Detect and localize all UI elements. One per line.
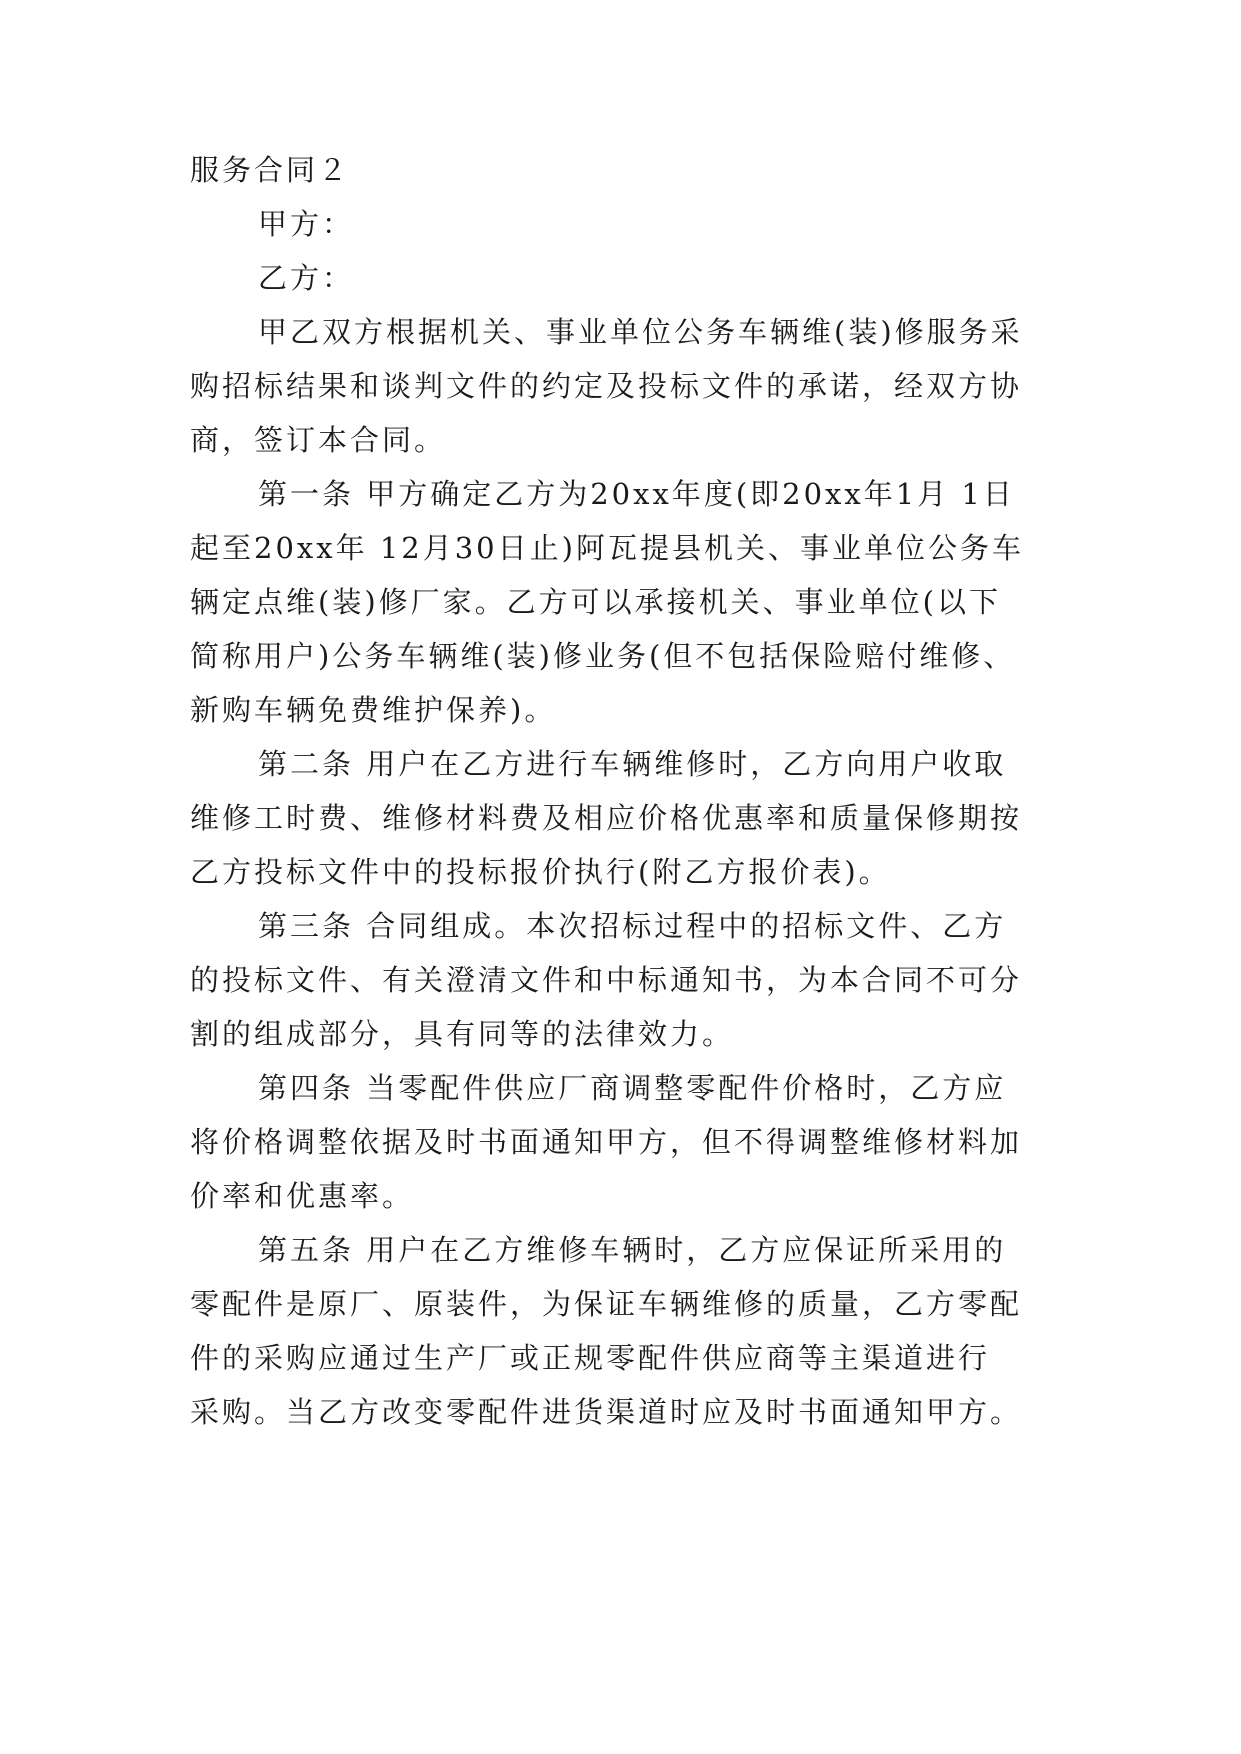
paragraph-line: 的投标文件、有关澄清文件和中标通知书，为本合同不可分 — [190, 963, 1023, 997]
paragraph-line: 第三条 合同组成。本次招标过程中的招标文件、乙方 — [258, 909, 1007, 943]
paragraph-line: 零配件是原厂、原装件，为保证车辆维修的质量，乙方零配 — [190, 1287, 1023, 1321]
paragraph-line: 维修工时费、维修材料费及相应价格优惠率和质量保修期按 — [190, 801, 1023, 835]
paragraph-line: 件的采购应通过生产厂或正规零配件供应商等主渠道进行 — [190, 1341, 991, 1375]
party-a-label: 甲方： — [258, 207, 355, 241]
paragraph-line: 起至20xx年 12月30日止)阿瓦提县机关、事业单位公务车 — [190, 531, 1024, 565]
paragraph-line: 价率和优惠率。 — [190, 1179, 415, 1213]
party-b-label: 乙方： — [258, 261, 355, 295]
paragraph-line: 简称用户)公务车辆维(装)修业务(但不包括保险赔付维修、 — [190, 639, 1016, 673]
paragraph-line: 第四条 当零配件供应厂商调整零配件价格时，乙方应 — [258, 1071, 1007, 1105]
paragraph-line: 乙方投标文件中的投标报价执行(附乙方报价表)。 — [190, 855, 891, 889]
paragraph-line: 割的组成部分，具有同等的法律效力。 — [190, 1017, 735, 1051]
document-title: 服务合同２ — [190, 153, 351, 187]
paragraph-line: 商，签订本合同。 — [190, 423, 447, 457]
paragraph-line: 甲乙双方根据机关、事业单位公务车辆维(装)修服务采 — [258, 315, 1023, 349]
paragraph-line: 第二条 用户在乙方进行车辆维修时，乙方向用户收取 — [258, 747, 1007, 781]
paragraph-line: 将价格调整依据及时书面通知甲方，但不得调整维修材料加 — [190, 1125, 1023, 1159]
paragraph-line: 购招标结果和谈判文件的约定及投标文件的承诺，经双方协 — [190, 369, 1023, 403]
paragraph-line: 辆定点维(装)修厂家。乙方可以承接机关、事业单位(以下 — [190, 585, 1001, 619]
paragraph-line: 第一条 甲方确定乙方为20xx年度(即20xx年1月 1日 — [258, 477, 1015, 511]
paragraph-line: 第五条 用户在乙方维修车辆时，乙方应保证所采用的 — [258, 1233, 1007, 1267]
paragraph-line: 采购。当乙方改变零配件进货渠道时应及时书面通知甲方。 — [190, 1395, 1023, 1429]
paragraph-line: 新购车辆免费维护保养)。 — [190, 693, 557, 727]
